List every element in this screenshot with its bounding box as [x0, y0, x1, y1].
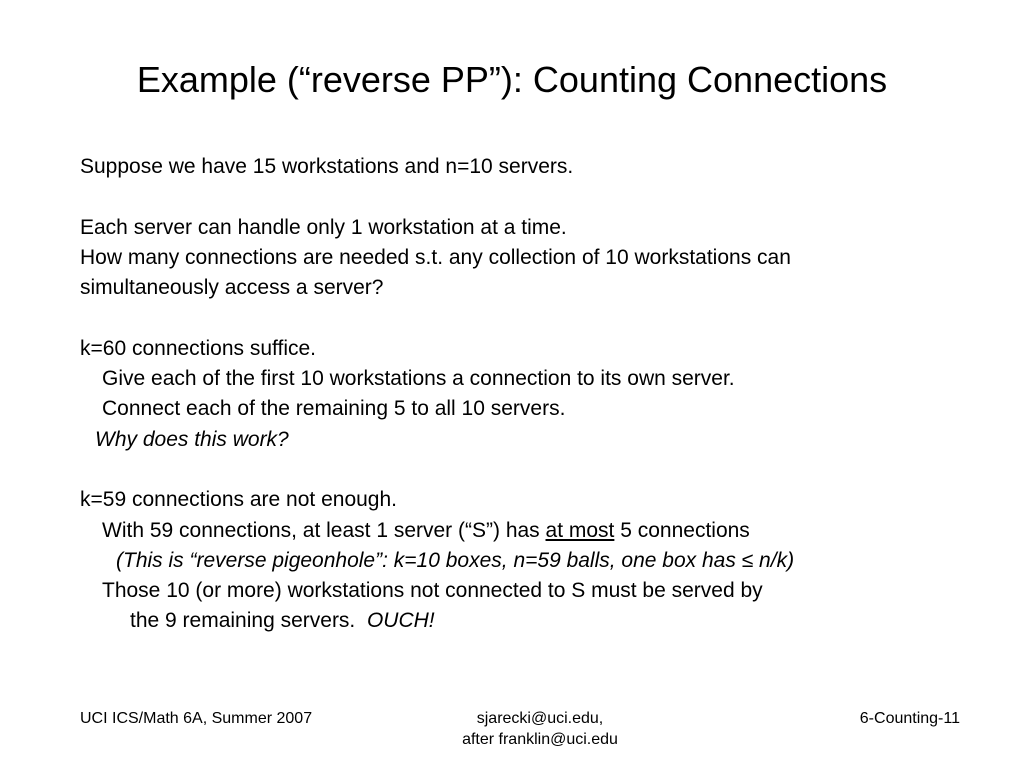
- text-line: Give each of the first 10 workstations a connection to its own server.: [102, 367, 735, 391]
- text-line: simultaneously access a server?: [80, 276, 384, 300]
- text-segment: the 9 remaining servers.: [130, 609, 367, 633]
- underlined-text: at most: [545, 518, 615, 542]
- slide-body: [80, 152, 980, 637]
- footer-author-line: sjarecki@uci.edu,: [476, 710, 604, 727]
- text-segment: With 59 connections, at least 1 server (“S”) has: [102, 518, 546, 542]
- text-line: Suppose we have 15 workstations and n=10 servers.: [80, 155, 574, 178]
- footer-author-line: after franklin@uci.edu: [462, 731, 618, 748]
- footer-course: UCI ICS/Math 6A, Summer 2007: [80, 710, 313, 727]
- footer-authors: [380, 708, 700, 750]
- text-line: [80, 606, 980, 636]
- note-line: (This is “reverse pigeonhole”: k=10 boxes, n=59 balls, one box has ≤ n/k): [116, 548, 795, 572]
- text-line: How many connections are needed s.t. any collection of 10 workstations can: [80, 245, 791, 269]
- text-line: Each server can handle only 1 workstation at a time.: [80, 215, 567, 239]
- blank-line: [80, 455, 980, 485]
- text-line: k=59 connections are not enough.: [80, 488, 397, 512]
- blank-line: [80, 303, 980, 333]
- blank-line: [80, 182, 980, 212]
- text-line: Connect each of the remaining 5 to all 10 servers.: [102, 397, 566, 421]
- footer-page-number: 6-Counting-11: [859, 710, 960, 727]
- text-line: Those 10 (or more) workstations not connected to S must be served by: [102, 579, 763, 603]
- text-line: k=60 connections suffice.: [80, 336, 317, 360]
- slide-title: Example (“reverse PP”): Counting Connections: [136, 59, 888, 100]
- text-line: [80, 516, 980, 546]
- question-line: Why does this work?: [95, 427, 289, 451]
- text-segment: 5 connections: [614, 518, 750, 542]
- italic-text: OUCH!: [366, 609, 435, 633]
